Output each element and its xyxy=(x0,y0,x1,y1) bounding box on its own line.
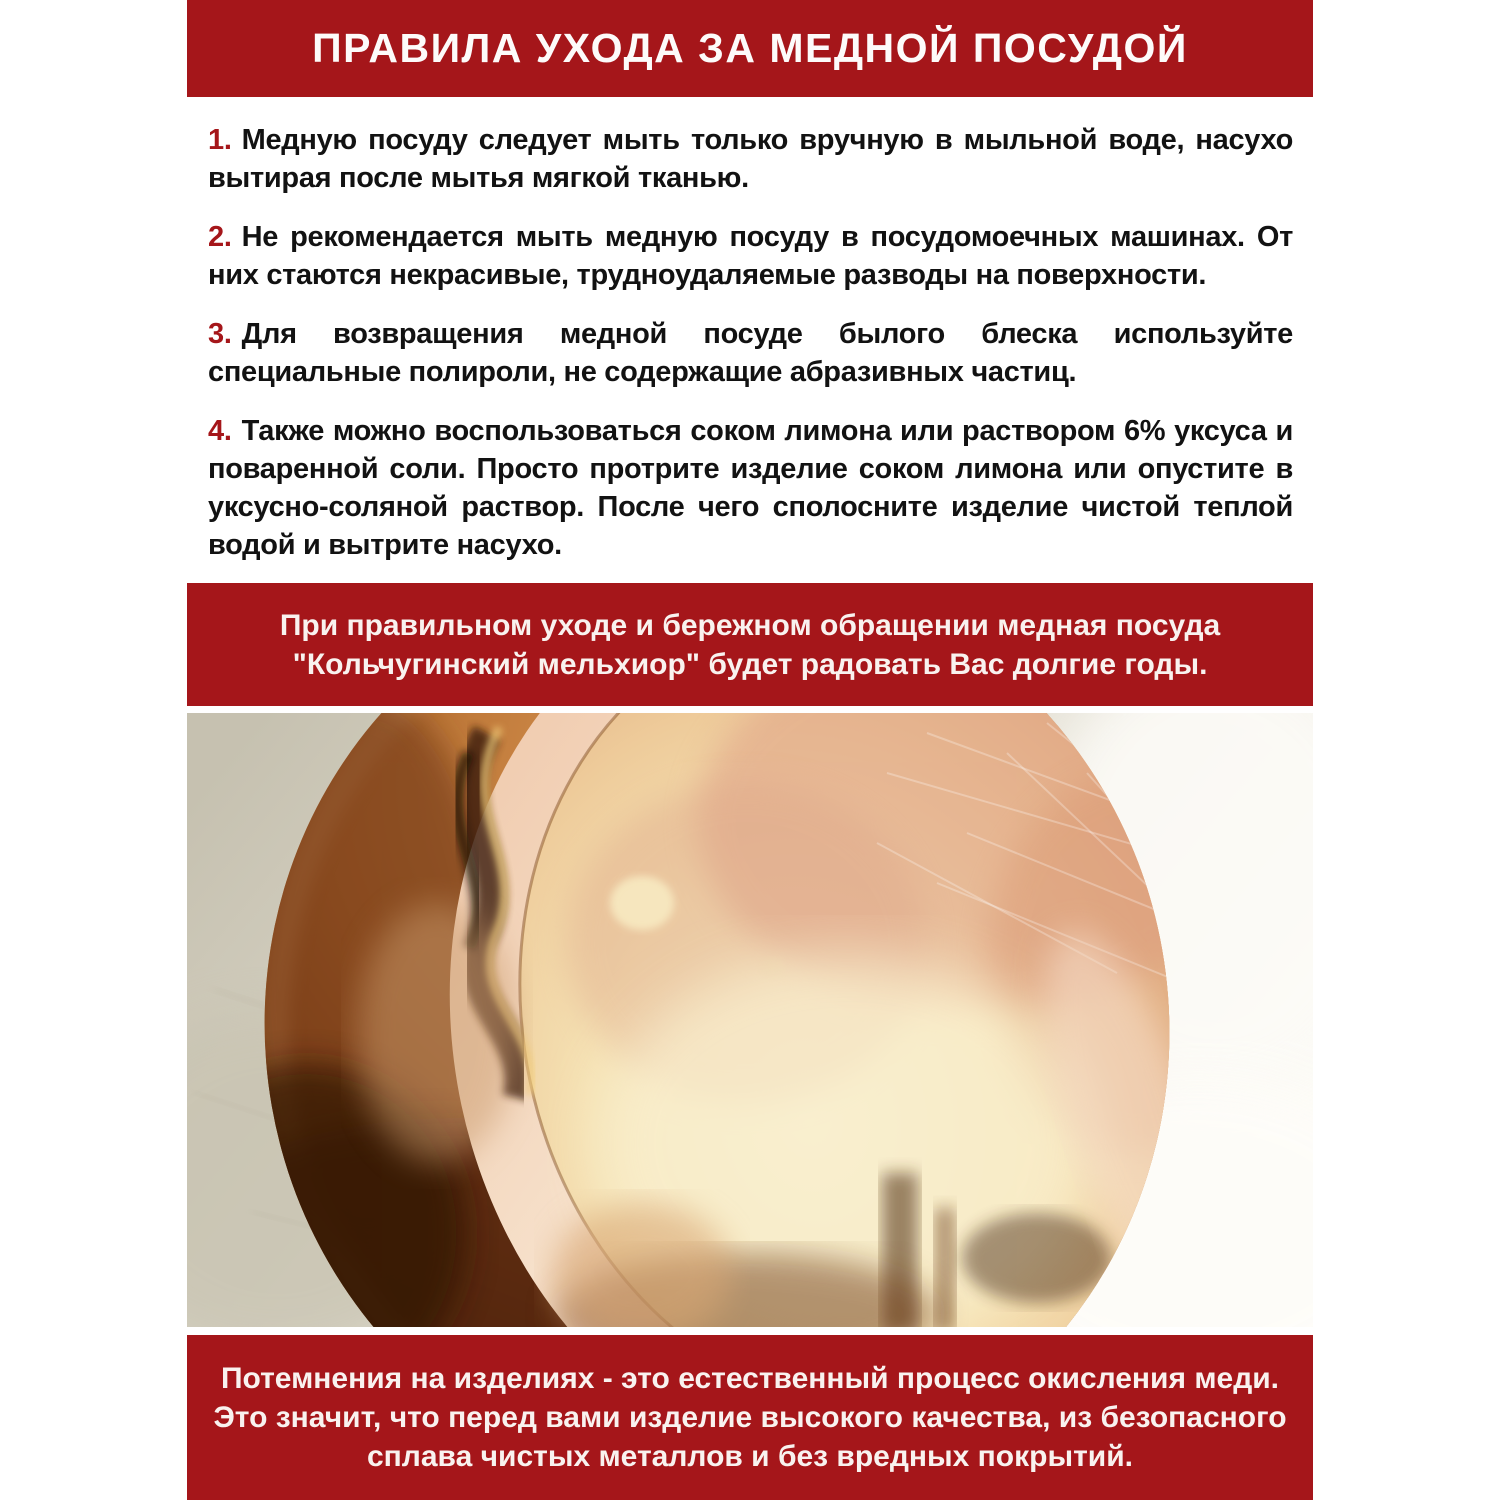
care-rule-1 xyxy=(208,121,1293,197)
rule-number-3: 3. xyxy=(208,318,232,350)
rule-number-4: 4. xyxy=(208,415,232,447)
oxidation-note-banner xyxy=(187,1335,1313,1500)
care-rule-3 xyxy=(208,315,1293,391)
care-rule-4 xyxy=(208,412,1293,564)
product-photo xyxy=(187,713,1313,1327)
rule-number-2: 2. xyxy=(208,221,232,253)
care-rules-list xyxy=(208,121,1293,585)
oxidation-note-line-1: Потемнения на изделиях - это естественный процесс окисления меди. xyxy=(220,1362,1280,1395)
care-rule-2 xyxy=(208,218,1293,294)
brand-promise-line-1: При правильном уходе и бережном обращении медная посуда xyxy=(279,608,1221,642)
oxidation-note-line-2: Это значит, что перед вами изделие высокого качества, из безопасного xyxy=(213,1401,1287,1434)
brand-promise-banner xyxy=(187,583,1313,706)
oxidation-note-line-3: сплава чистых металлов и без вредных покрытий. xyxy=(367,1440,1133,1473)
title-banner xyxy=(187,0,1313,97)
rule-number-1: 1. xyxy=(208,124,232,156)
rule-text-1: Медную посуду следует мыть только вручную в мыльной воде, насухо вытирая после мытья мягкой тканью. xyxy=(208,124,1293,194)
brand-promise-line-2: "Кольчугинский мельхиор" будет радовать Вас долгие годы. xyxy=(292,647,1208,681)
rule-text-4: Также можно воспользоваться соком лимона или раствором 6% уксуса и поваренной соли. Просто протрите изделие соком лимона или опустите в уксусно-соляной раствор. После чего сполосните изделие чистой теплой водой и вытрите насухо. xyxy=(208,415,1293,561)
page-title: ПРАВИЛА УХОДА ЗА МЕДНОЙ ПОСУДОЙ xyxy=(312,25,1188,71)
rule-text-2: Не рекомендается мыть медную посуду в посудомоечных машинах. От них стаются некрасивые, трудноудаляемые разводы на поверхности. xyxy=(208,221,1293,291)
copper-pan-photo xyxy=(187,713,1313,1327)
rule-text-3: Для возвращения медной посуде былого блеска используйте специальные полироли, не содержащие абразивных частиц. xyxy=(208,318,1293,388)
